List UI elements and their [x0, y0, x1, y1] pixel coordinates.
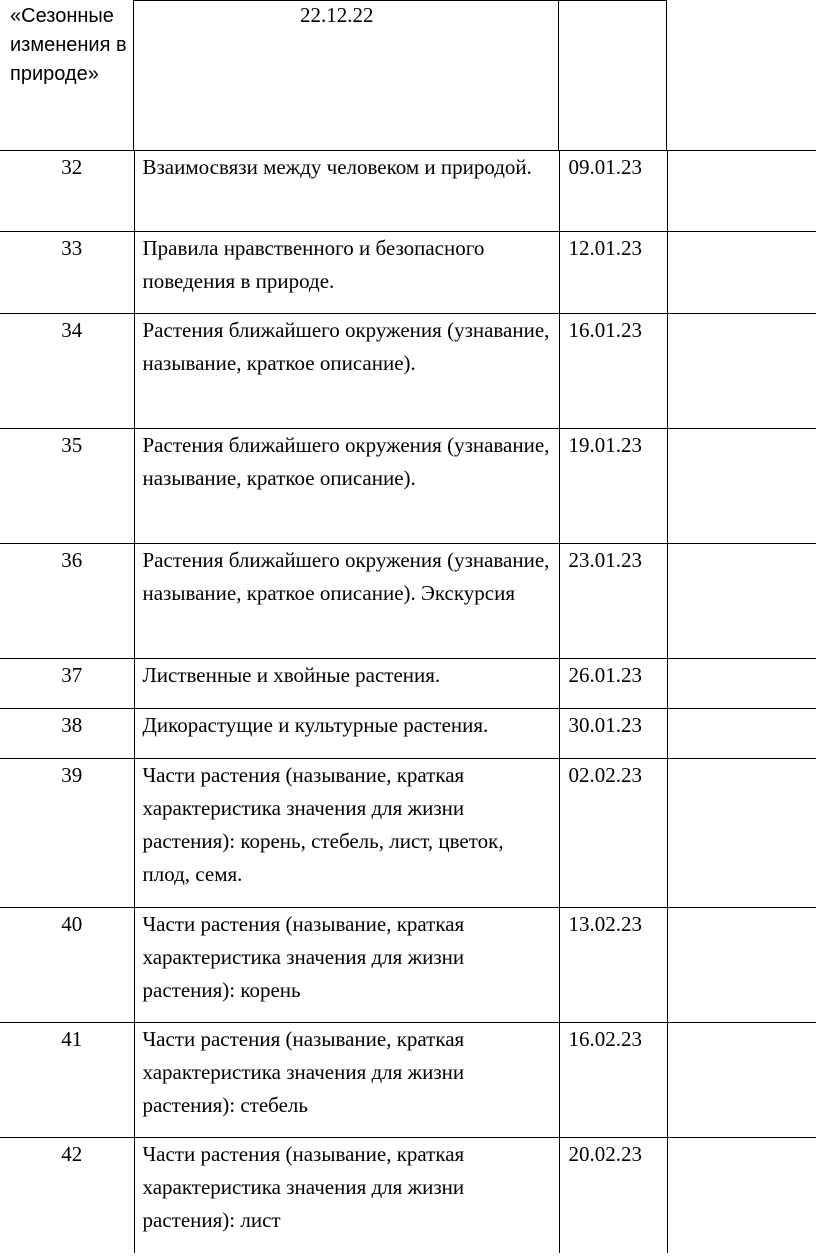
empty-cell [667, 908, 816, 1023]
table-row [0, 429, 816, 544]
lesson-number-cell: 34 [0, 314, 134, 429]
lesson-number-cell: 37 [0, 659, 134, 709]
table-row [0, 709, 816, 759]
lesson-topic-cell: Растения ближайшего окружения (узнавание, называние, краткое описание). Экскурсия [134, 544, 559, 659]
lesson-number-cell: 39 [0, 759, 134, 908]
table-row [0, 314, 816, 429]
divider-2 [558, 0, 559, 150]
lesson-topic-cell: Части растения (называние, краткая характеристика значения для жизни растения): корень [134, 908, 559, 1023]
lesson-number-cell: 33 [0, 232, 134, 314]
lesson-plan-table [0, 150, 816, 1253]
lesson-date-cell: 20.02.23 [559, 1138, 667, 1253]
table-row [0, 659, 816, 709]
lesson-topic-cell: Правила нравственного и безопасного поведения в природе. [134, 232, 559, 314]
lesson-date-cell: 16.01.23 [559, 314, 667, 429]
lesson-number-cell: 41 [0, 1023, 134, 1138]
lesson-number-cell: 35 [0, 429, 134, 544]
empty-cell [667, 709, 816, 759]
section-date: 22.12.22 [300, 3, 374, 27]
top-border [133, 0, 667, 1]
table-row [0, 1023, 816, 1138]
lesson-topic-cell: Растения ближайшего окружения (узнавание, называние, краткое описание). [134, 429, 559, 544]
table-row [0, 151, 816, 232]
section-topic-text: «Сезонные изменения в природе» [10, 5, 127, 85]
lesson-topic-cell: Взаимосвязи между человеком и природой. [134, 151, 559, 232]
empty-cell [667, 659, 816, 709]
table-row [0, 1138, 816, 1253]
lesson-date-cell: 12.01.23 [559, 232, 667, 314]
empty-cell [667, 232, 816, 314]
empty-cell [667, 1138, 816, 1253]
lesson-topic-cell: Дикорастущие и культурные растения. [134, 709, 559, 759]
lesson-date-cell: 02.02.23 [559, 759, 667, 908]
empty-cell [667, 544, 816, 659]
lesson-topic-cell: Лиственные и хвойные растения. [134, 659, 559, 709]
lesson-number-cell: 32 [0, 151, 134, 232]
empty-cell [667, 314, 816, 429]
empty-cell [667, 151, 816, 232]
empty-cell [667, 1023, 816, 1138]
divider-3 [666, 0, 667, 150]
table-row [0, 544, 816, 659]
lesson-number-cell: 42 [0, 1138, 134, 1253]
table-row [0, 759, 816, 908]
table-row [0, 232, 816, 314]
lesson-date-cell: 13.02.23 [559, 908, 667, 1023]
lesson-date-cell: 19.01.23 [559, 429, 667, 544]
lesson-topic-cell: Части растения (называние, краткая характеристика значения для жизни растения): корень, стебель, лист, цветок, плод, семя. [134, 759, 559, 908]
lesson-date-cell: 16.02.23 [559, 1023, 667, 1138]
previous-row-block [0, 0, 667, 150]
lesson-date-cell: 30.01.23 [559, 709, 667, 759]
table-row [0, 908, 816, 1023]
lesson-topic-cell: Части растения (называние, краткая характеристика значения для жизни растения): лист [134, 1138, 559, 1253]
empty-cell [667, 429, 816, 544]
lesson-topic-cell: Части растения (называние, краткая характеристика значения для жизни растения): стебель [134, 1023, 559, 1138]
lesson-date-cell: 23.01.23 [559, 544, 667, 659]
lesson-date-cell: 09.01.23 [559, 151, 667, 232]
lesson-number-cell: 38 [0, 709, 134, 759]
lesson-topic-cell: Растения ближайшего окружения (узнавание, называние, краткое описание). [134, 314, 559, 429]
empty-cell [667, 759, 816, 908]
lesson-number-cell: 40 [0, 908, 134, 1023]
lesson-date-cell: 26.01.23 [559, 659, 667, 709]
lesson-number-cell: 36 [0, 544, 134, 659]
